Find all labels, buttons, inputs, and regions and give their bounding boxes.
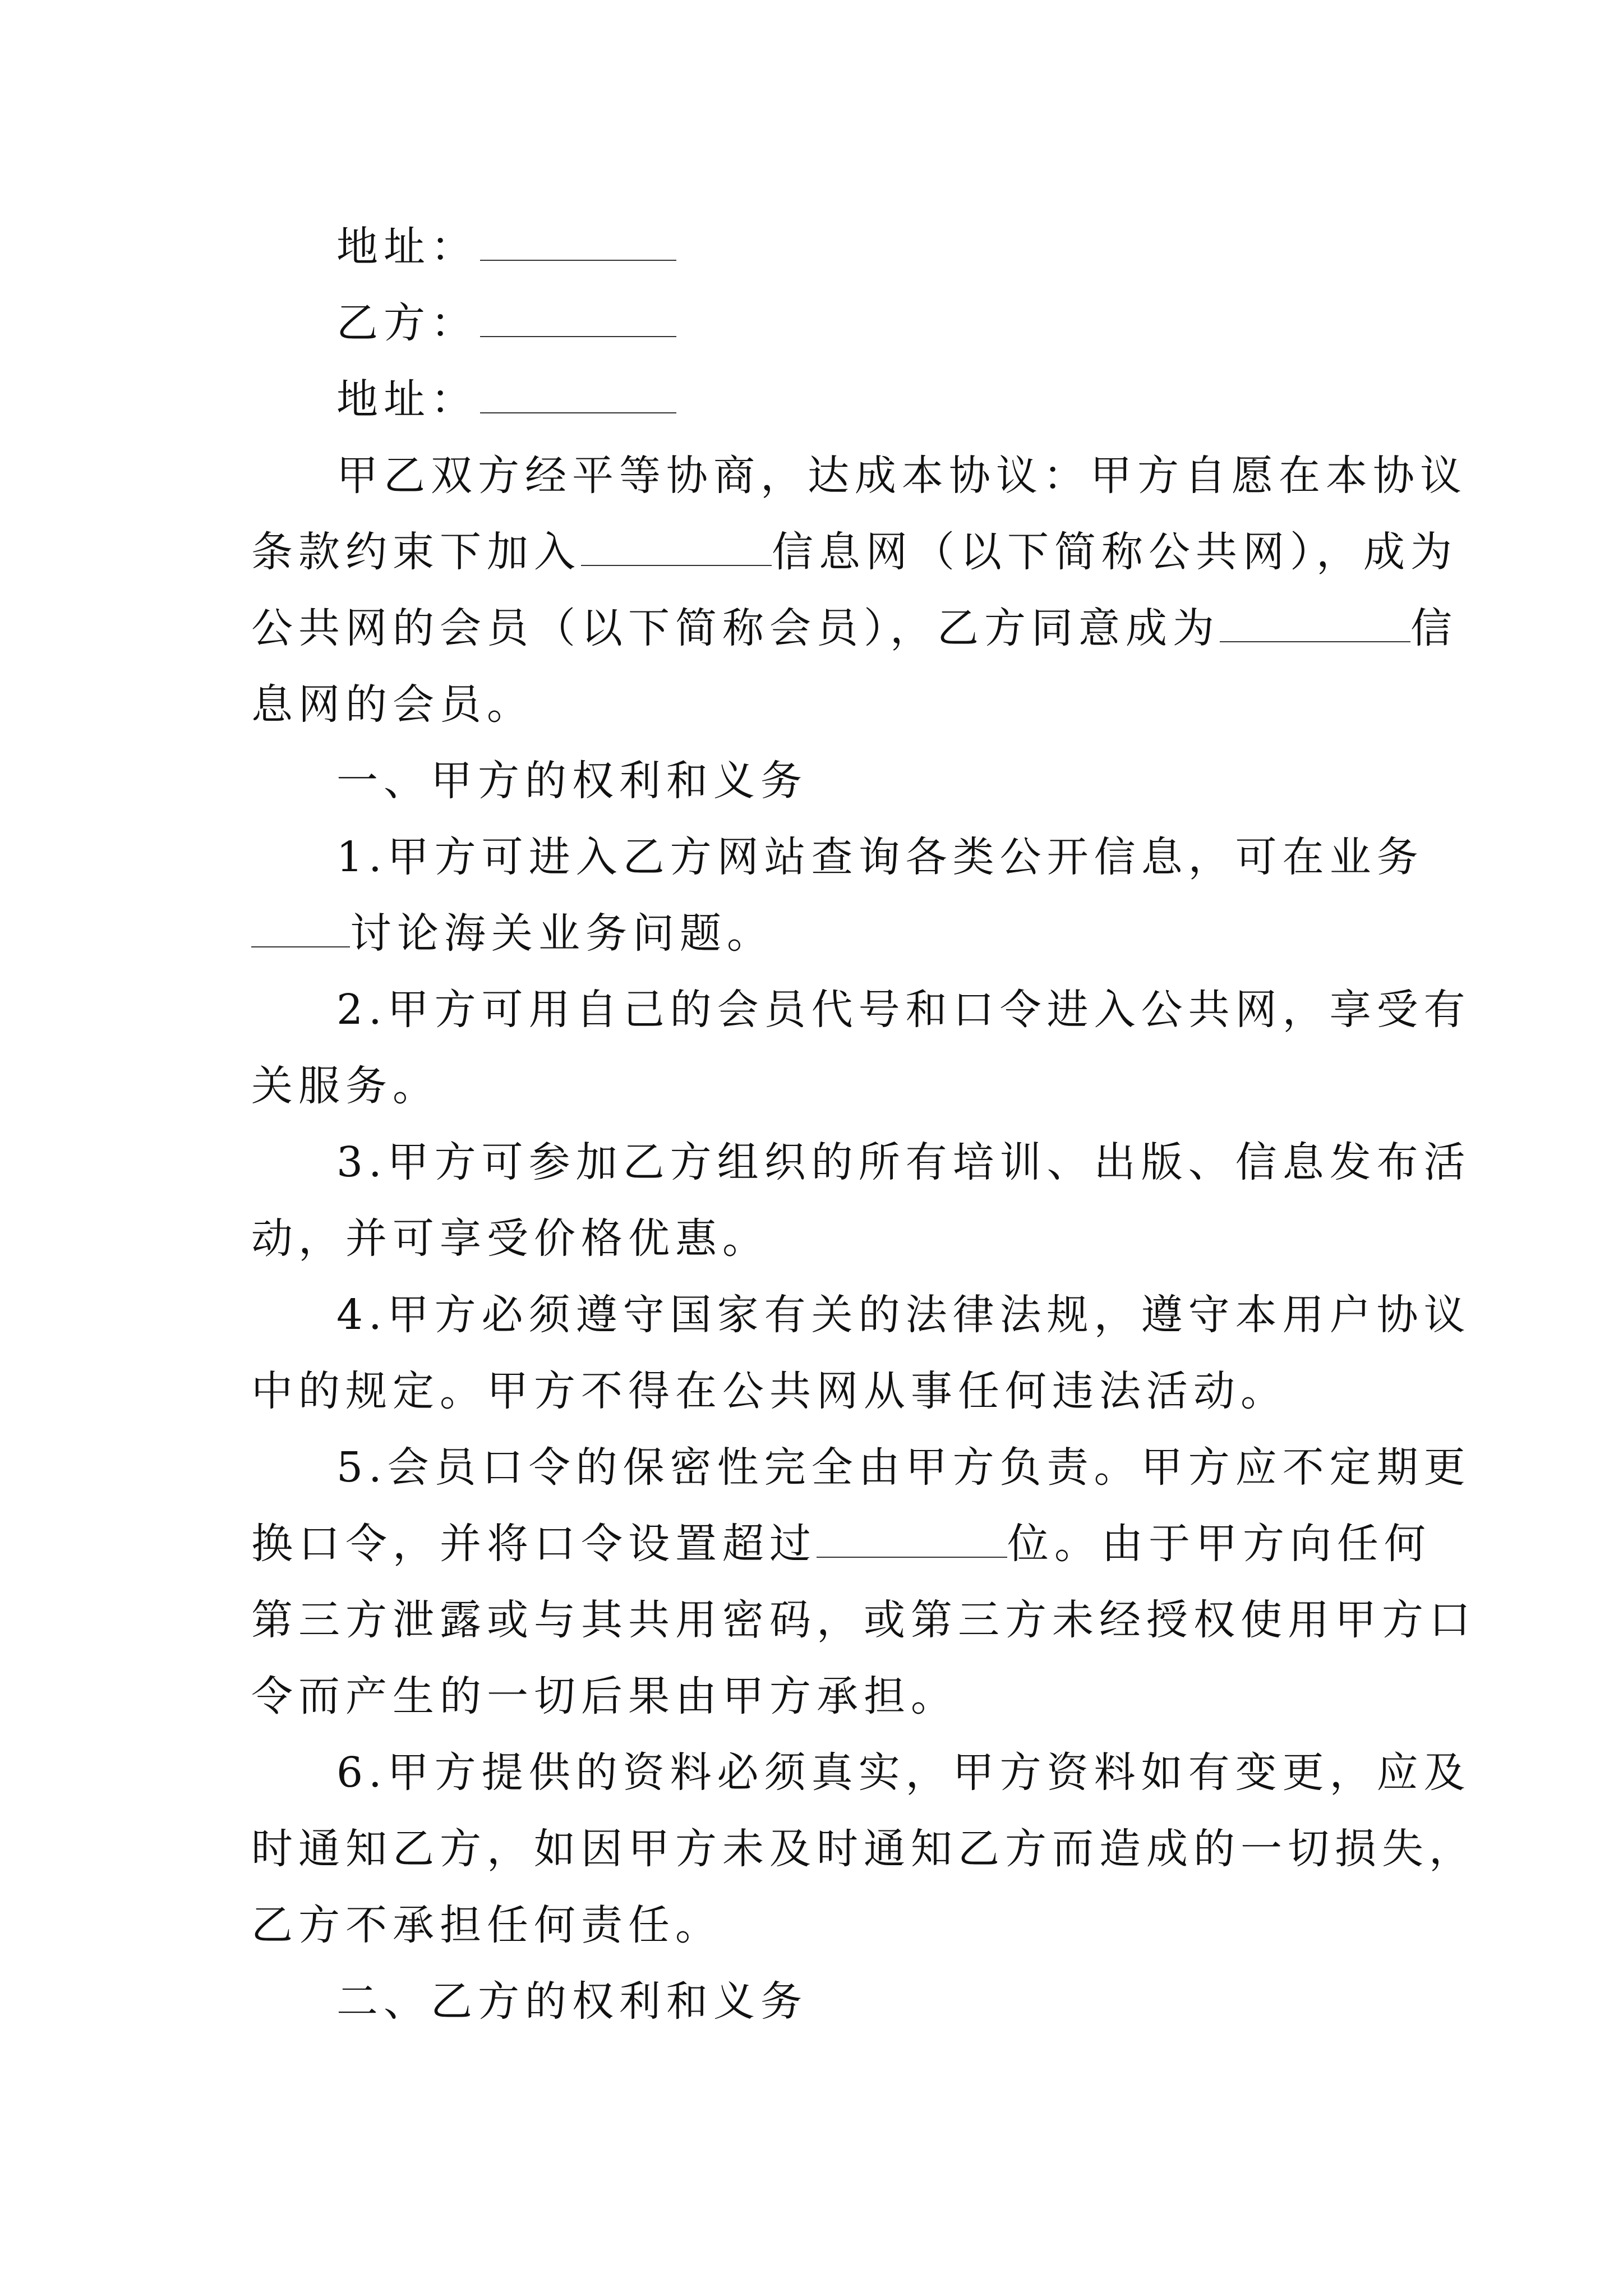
text-line <box>251 1506 1431 1582</box>
intro-paragraph <box>251 438 1467 743</box>
list-item <box>251 1734 1476 1963</box>
field-party-b <box>251 285 1373 361</box>
text-span: 信 <box>1410 604 1458 652</box>
text-line: 6.甲方提供的资料必须真实，甲方资料如有变更，应及 <box>336 1749 1471 1797</box>
fill-blank[interactable] <box>480 257 676 261</box>
agreement-body <box>251 209 1476 2040</box>
text-span: 讨论海关业务问题。 <box>350 909 774 958</box>
fill-blank[interactable] <box>817 1517 1007 1558</box>
text-line: 关服务。 <box>251 1062 440 1110</box>
field-address-party-a <box>251 209 1373 285</box>
text-line: 令而产生的一切后果由甲方承担。 <box>251 1672 958 1720</box>
fill-blank[interactable] <box>251 907 350 947</box>
text-line: 乙方不承担任何责任。 <box>251 1901 722 1949</box>
text-line <box>251 895 1373 972</box>
fill-blank[interactable] <box>1220 602 1410 642</box>
text-line: 动，并可享受价格优惠。 <box>251 1214 769 1263</box>
text-line: 4.甲方必须遵守国家有关的法律法规，遵守本用户协议 <box>336 1291 1471 1339</box>
list-item <box>251 1277 1471 1429</box>
section-heading: 一、甲方的权利和义务 <box>336 757 808 805</box>
text-line: 息网的会员。 <box>251 680 534 729</box>
text-line: 2.甲方可用自己的会员代号和口令进入公共网，享受有 <box>336 986 1471 1034</box>
text-line: 中的规定。甲方不得在公共网从事任何违法活动。 <box>251 1367 1288 1415</box>
field-address-party-b <box>251 361 1373 438</box>
text-line <box>251 514 1458 590</box>
fill-blank[interactable] <box>581 526 772 566</box>
list-item <box>251 1429 1476 1734</box>
text-line: 时通知乙方，如因甲方未及时通知乙方而造成的一切损失， <box>251 1825 1476 1873</box>
section-heading: 二、乙方的权利和义务 <box>336 1977 808 2026</box>
text-span: 公共网的会员（以下简称会员），乙方同意成为 <box>251 604 1220 652</box>
field-label: 乙方： <box>336 299 478 347</box>
list-item <box>251 1124 1471 1277</box>
text-line: 甲乙双方经平等协商，达成本协议：甲方自愿在本协议 <box>336 452 1467 500</box>
text-span: 位。由于甲方向任何 <box>1007 1520 1431 1568</box>
text-line: 1.甲方可进入乙方网站查询各类公开信息，可在业务 <box>336 833 1424 881</box>
text-line: 3.甲方可参加乙方组织的所有培训、出版、信息发布活 <box>336 1138 1471 1186</box>
fill-blank[interactable] <box>480 334 676 337</box>
field-label: 地址： <box>336 223 478 271</box>
field-label: 地址： <box>336 375 478 424</box>
text-line: 5.会员口令的保密性完全由甲方负责。甲方应不定期更 <box>336 1443 1471 1492</box>
fill-blank[interactable] <box>480 410 676 413</box>
list-item <box>251 972 1471 1124</box>
list-item <box>251 819 1424 972</box>
text-line <box>251 590 1458 666</box>
text-span: 信息网（以下简称公共网），成为 <box>772 528 1458 576</box>
text-span: 条款约束下加入 <box>251 528 581 576</box>
text-span: 换口令，并将口令设置超过 <box>251 1520 817 1568</box>
text-line: 第三方泄露或与其共用密码，或第三方未经授权使用甲方口 <box>251 1596 1476 1644</box>
